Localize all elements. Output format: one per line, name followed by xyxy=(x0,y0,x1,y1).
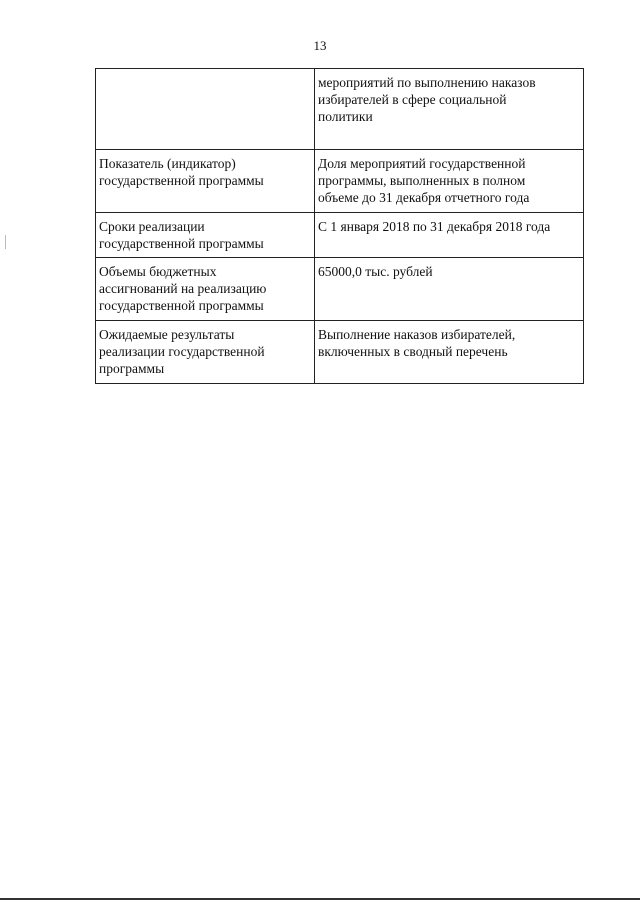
value-text-line: 65000,0 тыс. рублей xyxy=(318,264,433,279)
value-text-line: Выполнение наказов избирателей, xyxy=(318,327,516,342)
label-text-line: Ожидаемые результаты xyxy=(99,327,235,342)
page-bottom-rule xyxy=(0,898,640,900)
label-text-line: государственной программы xyxy=(99,298,264,313)
value-text-line: Доля мероприятий государственной xyxy=(318,156,526,171)
scan-margin-mark xyxy=(5,235,6,249)
value-text-line: мероприятий по выполнению наказов xyxy=(318,75,536,90)
value-text-line: политики xyxy=(318,109,373,124)
program-passport-table xyxy=(95,68,584,384)
value-text-line: программы, выполненных в полном xyxy=(318,173,526,188)
label-cell xyxy=(96,69,315,150)
page-number: 13 xyxy=(313,38,327,53)
label-text-line: государственной программы xyxy=(99,236,264,251)
value-text-line: С 1 января 2018 по 31 декабря 2018 года xyxy=(318,219,551,234)
value-cell xyxy=(315,213,584,258)
label-text-line: Объемы бюджетных xyxy=(99,264,217,279)
label-text-line: реализации государственной xyxy=(99,344,265,359)
label-cell xyxy=(96,258,315,321)
table-row xyxy=(96,150,584,213)
value-cell xyxy=(315,150,584,213)
value-text-line: объеме до 31 декабря отчетного года xyxy=(318,190,530,205)
label-text-line: государственной программы xyxy=(99,173,264,188)
label-text-line: Сроки реализации xyxy=(99,219,205,234)
table-row xyxy=(96,69,584,150)
label-cell xyxy=(96,321,315,384)
value-cell xyxy=(315,321,584,384)
value-cell xyxy=(315,69,584,150)
table-row xyxy=(96,213,584,258)
label-cell xyxy=(96,150,315,213)
table-row xyxy=(96,258,584,321)
label-text-line: программы xyxy=(99,361,165,376)
label-cell xyxy=(96,213,315,258)
value-text-line: включенных в сводный перечень xyxy=(318,344,508,359)
table-row xyxy=(96,321,584,384)
value-text-line: избирателей в сфере социальной xyxy=(318,92,507,107)
label-text-line: ассигнований на реализацию xyxy=(99,281,267,296)
label-text-line: Показатель (индикатор) xyxy=(99,156,236,171)
value-cell xyxy=(315,258,584,321)
